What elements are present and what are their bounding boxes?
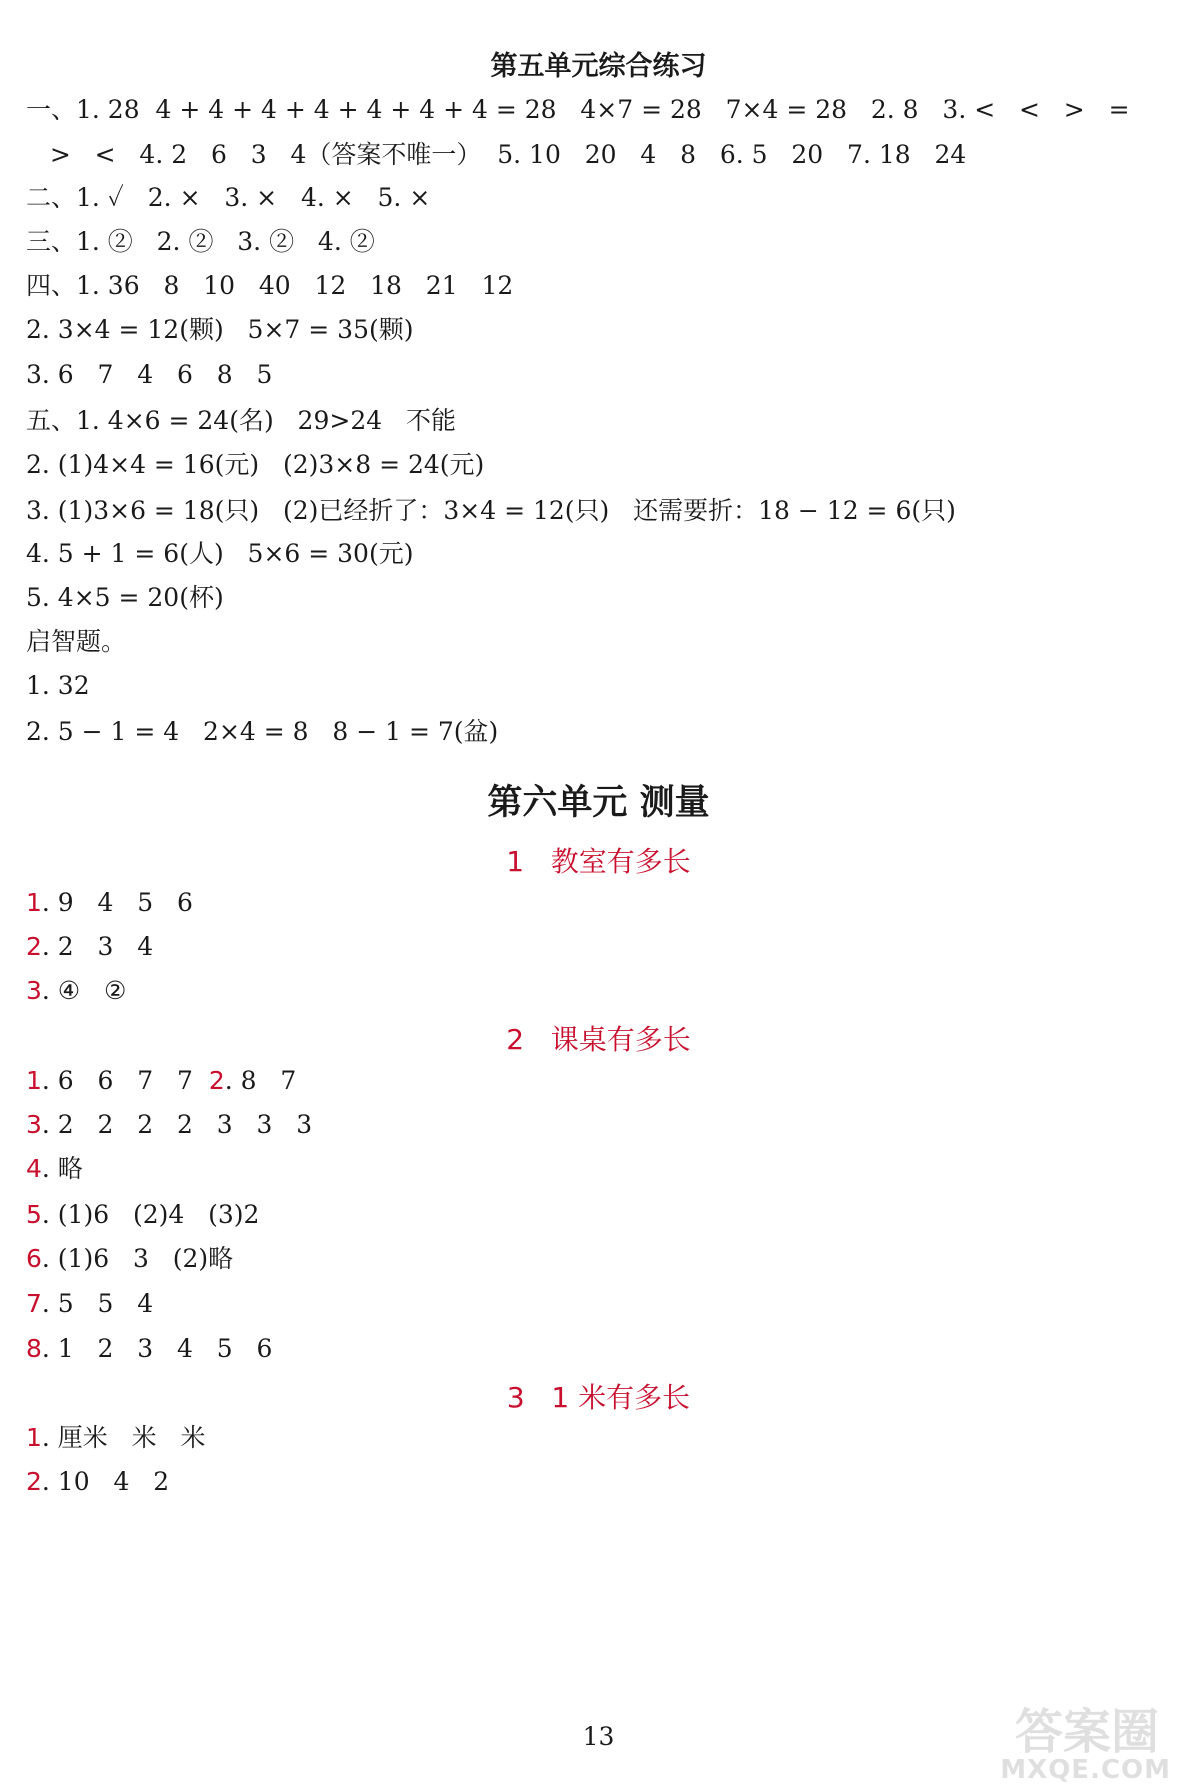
unit5-line-9: 2. (1)4×4 = 16(元) (2)3×8 = 24(元) [26,450,485,479]
watermark-text-url: MXQE.COM [1000,1755,1171,1785]
unit5-line-11: 4. 5 + 1 = 6(人) 5×6 = 30(元) [26,539,414,568]
item-text: . (1)6 (2)4 (3)2 [41,1200,260,1229]
unit5-line-7: 3. 6 7 4 6 8 5 [26,360,273,389]
unit5-line-8: 五、1. 4×6 = 24(名) 29>24 不能 [26,406,456,435]
item-text: . 2 2 2 2 3 3 3 [41,1110,313,1139]
item-number: 6 [26,1244,42,1273]
item-number: 5 [26,1200,42,1229]
item-number: 1 [26,888,42,917]
page-number: 13 [582,1722,615,1751]
item-text: . 9 4 5 6 [41,888,193,917]
unit5-line-6: 2. 3×4 = 12(颗) 5×7 = 35(颗) [26,315,414,344]
item-number: 1 [26,1423,42,1452]
unit5-line-15: 2. 5 − 1 = 4 2×4 = 8 8 − 1 = 7(盆) [26,717,499,746]
lesson2-item-3 [26,1110,312,1140]
watermark-logo [989,1704,1179,1784]
item-text: . 略 [41,1154,83,1183]
unit5-line-5: 四、1. 36 8 10 40 12 18 21 12 [26,271,514,300]
lesson1-item-2 [26,932,153,962]
item-number: 8 [26,1334,42,1363]
watermark-text-cn: 答案圈 [1014,1704,1159,1760]
lesson1-item-1 [26,888,193,918]
lesson3-item-2 [26,1467,169,1497]
item-text: . 8 7 [224,1066,297,1095]
lesson2-heading [0,1023,1197,1057]
lesson2-item-8 [26,1334,272,1364]
lesson1-title: 教室有多长 [550,845,691,878]
lesson2-number: 2 [506,1023,525,1056]
unit5-line-3: 二、1. ✓ 2. × 3. × 4. × 5. × [26,183,431,212]
lesson1-heading [0,845,1197,879]
item-number: 3 [26,976,42,1005]
lesson1-number: 1 [506,845,525,878]
unit6-title: 第六单元 测量 [487,782,710,823]
unit5-line-14: 1. 32 [26,671,90,700]
item-text: . 2 3 4 [41,932,154,961]
unit5-title: 第五单元综合练习 [490,51,707,82]
lesson3-number: 3 [506,1381,525,1414]
unit5-line-13: 启智题。 [26,627,127,656]
unit5-line-10: 3. (1)3×6 = 18(只) (2)已经折了：3×4 = 12(只) 还需要折：18 − 12 = 6(只) [26,496,956,525]
lesson1-item-3 [26,976,126,1006]
unit5-line-1: 一、1. 28 4 + 4 + 4 + 4 + 4 + 4 + 4 = 28 4×7 = 28 7×4 = 28 2. 8 3. < < > = [26,95,1130,124]
item-text: . 1 2 3 4 5 6 [41,1334,273,1363]
lesson3-title: 1 米有多长 [551,1381,691,1414]
item-text: . ④ ② [41,976,127,1005]
item-text: . (1)6 3 (2)略 [41,1244,234,1273]
lesson2-item-5 [26,1200,259,1230]
lesson2-row-1 [26,1066,296,1096]
lesson3-item-1 [26,1423,205,1453]
item-number: 3 [26,1110,42,1139]
item-text: . 5 5 4 [41,1289,154,1318]
item-number: 2 [26,932,42,961]
lesson3-heading [0,1381,1197,1415]
unit5-line-4: 三、1. ② 2. ② 3. ② 4. ② [26,227,375,256]
item-number: 2 [208,1066,225,1095]
lesson2-item-7 [26,1289,153,1319]
item-text: . 10 4 2 [41,1467,170,1496]
lesson2-title: 课桌有多长 [550,1023,691,1056]
unit5-line-2: > < 4. 2 6 3 4（答案不唯一） 5. 10 20 4 8 6. 5 20 7. 18 24 [26,140,967,169]
lesson2-item-6 [26,1244,233,1274]
item-number: 4 [26,1154,42,1183]
unit5-line-12: 5. 4×5 = 20(杯) [26,583,224,612]
item-number: 2 [26,1467,42,1496]
item-text: . 厘米 米 米 [41,1423,206,1452]
item-text: . 6 6 7 7 [41,1066,209,1095]
item-number: 7 [26,1289,42,1318]
item-number: 1 [26,1066,42,1095]
lesson2-item-4 [26,1154,83,1184]
